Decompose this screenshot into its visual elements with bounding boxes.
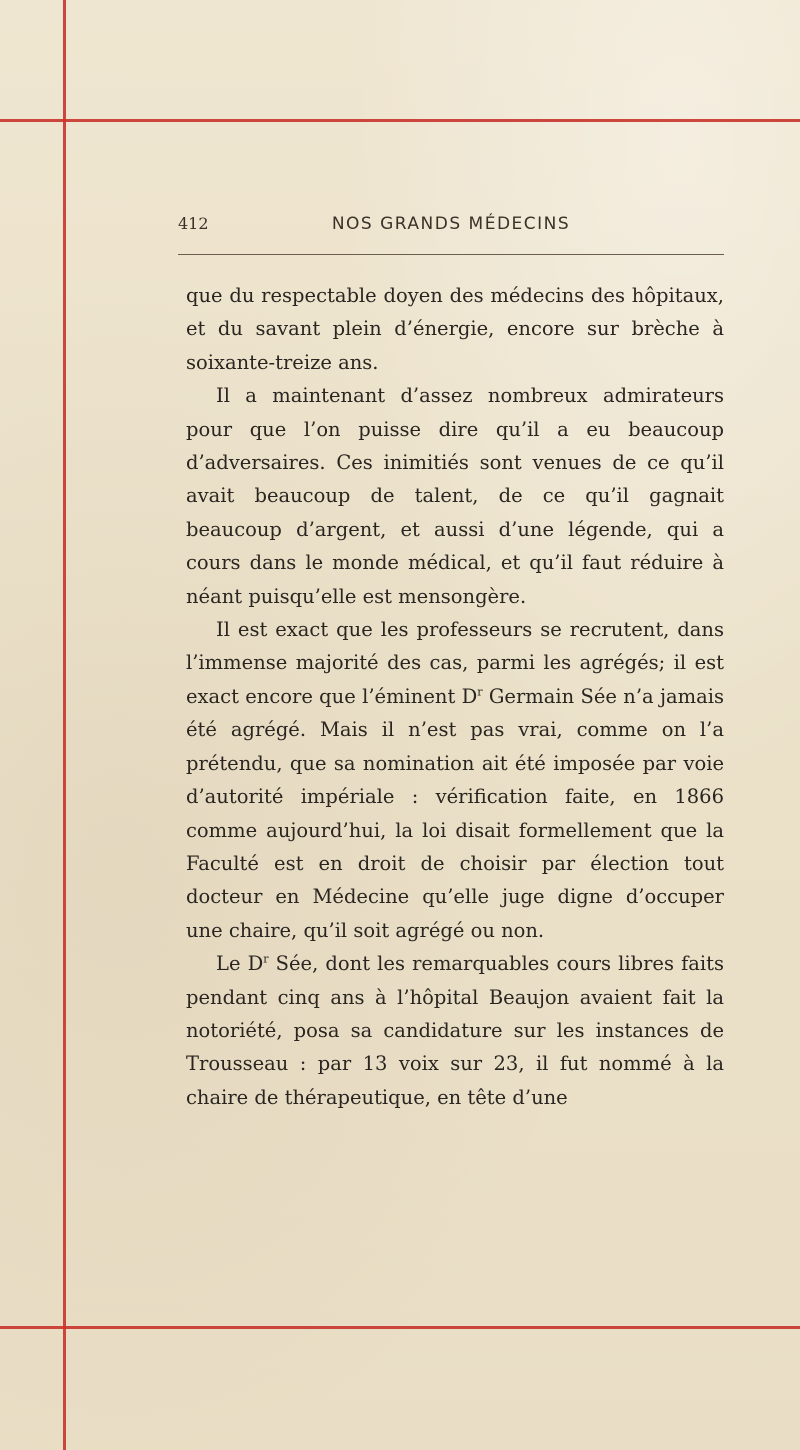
paragraph-4: Le $D^r$ Sée, dont les remarquables cours libres faits pendant cinq ans à l’hôpital Beaujon avaient fait la notoriété, posa sa candidature sur les instances de Trousseau : par 13 voix sur 23, il fut nommé à la chaire de thérapeutique, en tête d’une (186, 952, 724, 1109)
body-text (186, 279, 724, 1114)
red-margin-line-bottom (0, 1326, 800, 1329)
red-margin-line-top (0, 119, 800, 122)
header-rule (178, 254, 724, 255)
page-number: 412 (178, 214, 209, 233)
paragraph-1: que du respectable doyen des médecins des hôpitaux, et du savant plein d’énergie, encore sur brèche à soixante-treize ans. (186, 284, 724, 374)
red-margin-line-vertical (63, 0, 66, 1450)
running-title: NOS GRANDS MÉDECINS (331, 214, 571, 234)
paragraph-2: Il a maintenant d’assez nombreux admirateurs pour que l’on puisse dire qu’il a eu beaucoup d’adversaires. Ces inimitiés sont venues de ce qu’il avait beaucoup de talent, de ce qu’il gagnait beaucoup d’argent, et aussi d’une légende, qui a cours dans le monde médical, et qu’il faut réduire à néant puisqu’elle est mensongère. (186, 384, 724, 608)
page-header (178, 214, 724, 244)
paragraph-3: Il est exact que les professeurs se recrutent, dans l’immense majorité des cas, parmi les agrégés; il est exact encore que l’éminent $D^r$ Germain Sée n’a jamais été agrégé. Mais il n’est pas vrai, comme on l’a prétendu, que sa nomination ait été imposée par voie d’autorité impériale : vérification faite, en 1866 comme aujourd’hui, la loi disait formellement que la Faculté est en droit de choisir par élection tout docteur en Médecine qu’elle juge digne d’occuper une chaire, qu’il soit agrégé ou non. (186, 618, 725, 942)
